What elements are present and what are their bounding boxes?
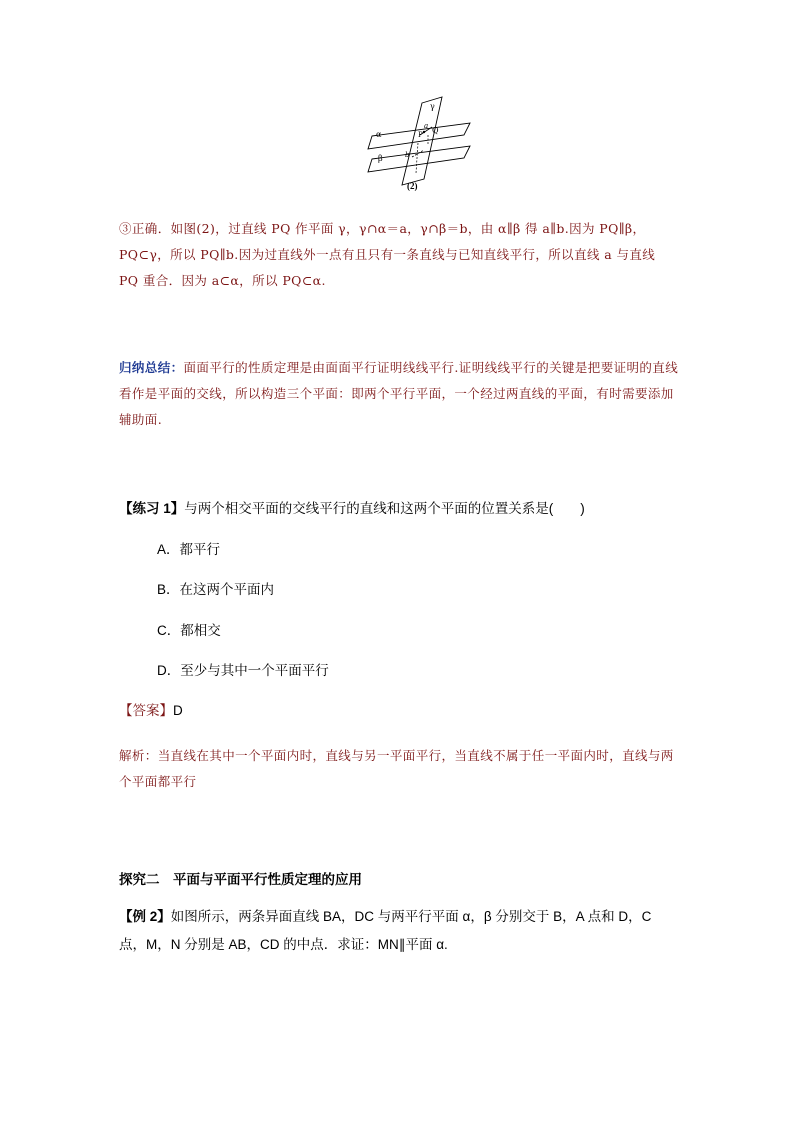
example-2 <box>119 903 679 959</box>
label-Q: Q <box>432 126 439 135</box>
analysis-paragraph: 解析：当直线在其中一个平面内时，直线与另一平面平行，当直线不属于任一平面内时，直线与两个平面都平行 <box>119 748 674 789</box>
label-alpha: α <box>376 130 382 139</box>
option-d: D．至少与其中一个平面平行 <box>157 663 329 678</box>
figure-planes-diagram <box>362 93 472 193</box>
answer-label: 【答案】 <box>119 703 173 718</box>
summary-label: 归纳总结： <box>119 360 184 375</box>
section-title: 探究二 平面与平面平行性质定理的应用 <box>119 872 362 887</box>
label-P: P <box>418 131 423 139</box>
practice-question-text: 与两个相交平面的交线平行的直线和这两个平面的位置关系是( ) <box>184 501 585 516</box>
practice-label: 【练习 1】 <box>119 501 185 516</box>
option-a: A．都平行 <box>157 542 221 557</box>
label-gamma: γ <box>430 102 435 111</box>
figure-caption: (2) <box>407 181 418 191</box>
option-c: C．都相交 <box>157 623 221 638</box>
summary-paragraph <box>119 355 679 433</box>
example-text: 如图所示，两条异面直线 BA，DC 与两平行平面 α，β 分别交于 B，A 点和 D，C 点，M，N 分别是 AB，CD 的中点．求证：MN∥平面 α. <box>119 909 652 952</box>
option-b: B．在这两个平面内 <box>157 582 275 597</box>
summary-text: 面面平行的性质定理是由面面平行证明线线平行.证明线线平行的关键是把要证明的直线看作是平面的交线，所以构造三个平面：即两个平行平面，一个经过两直线的平面，有时需要添加辅助面. <box>119 360 679 427</box>
label-a: a <box>424 122 429 130</box>
practice-question <box>119 497 585 517</box>
label-b: b <box>405 151 410 159</box>
answer-line <box>119 699 183 719</box>
label-beta: β <box>378 154 383 163</box>
answer-value: D <box>173 703 183 718</box>
proof-paragraph: ③正确．如图(2)，过直线 PQ 作平面 γ，γ∩α＝a，γ∩β＝b，由 α∥β 得 a∥b.因为 PQ∥β，PQ⊂γ，所以 PQ∥b.因为过直线外一点有且只有一条直线与已知直线平行，所以直线 a 与直线 PQ 重合．因为 a⊂α，所以 PQ⊂α. <box>119 221 656 288</box>
example-label: 【例 2】 <box>119 909 171 924</box>
